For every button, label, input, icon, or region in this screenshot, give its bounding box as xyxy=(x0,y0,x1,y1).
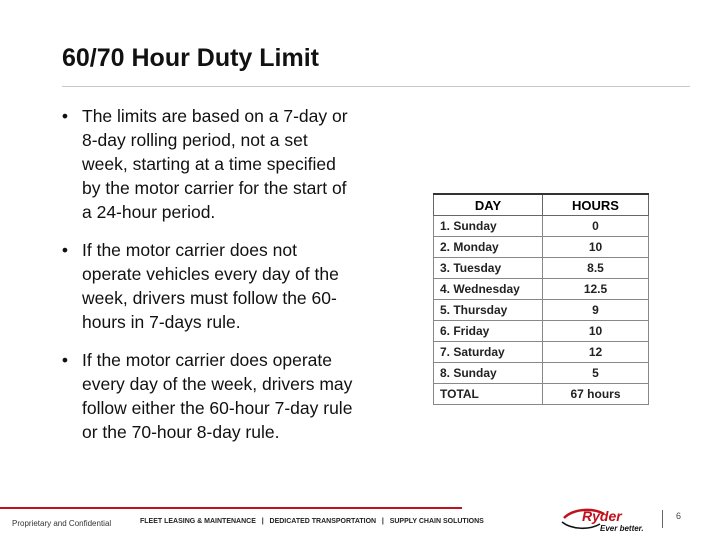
bullet-item xyxy=(58,238,358,334)
slide-title: 60/70 Hour Duty Limit xyxy=(62,44,319,72)
column-header-day: DAY xyxy=(434,194,543,216)
footer-services-text: FLEET LEASING & MAINTENANCE | DEDICATED TRANSPORTATION | SUPPLY CHAIN SOLUTIONS xyxy=(140,518,484,525)
hours-cell: 12.5 xyxy=(543,279,649,300)
day-cell: 4. Wednesday xyxy=(434,279,543,300)
footer-accent-line xyxy=(0,507,462,509)
day-cell: 6. Friday xyxy=(434,321,543,342)
day-cell: 3. Tuesday xyxy=(434,258,543,279)
bullet-list xyxy=(58,104,358,458)
total-hours-cell: 67 hours xyxy=(543,384,649,405)
day-cell: 8. Sunday xyxy=(434,363,543,384)
hours-cell: 5 xyxy=(543,363,649,384)
table-row xyxy=(434,279,649,300)
table-row xyxy=(434,216,649,237)
hours-cell: 10 xyxy=(543,237,649,258)
logo-wordmark: Ryder xyxy=(582,508,622,524)
bullet-text: If the motor carrier does operate every day of the week, drivers may follow either the 60-hour 7-day rule or the 70-hour 8-day rule. xyxy=(82,350,353,442)
table-row xyxy=(434,363,649,384)
bullet-text: The limits are based on a 7-day or 8-day rolling period, not a set week, starting at a time specified by the motor carrier for the start of a 24-hour period. xyxy=(82,106,348,222)
hours-cell: 12 xyxy=(543,342,649,363)
hours-cell: 9 xyxy=(543,300,649,321)
table-row xyxy=(434,342,649,363)
bullet-item xyxy=(58,104,358,224)
table-total-row xyxy=(434,384,649,405)
bullet-text: If the motor carrier does not operate vehicles every day of the week, drivers must follow the 60-hours in 7-days rule. xyxy=(82,240,339,332)
confidential-notice: Proprietary and Confidential xyxy=(12,519,112,528)
bullet-item xyxy=(58,348,358,444)
table-row xyxy=(434,300,649,321)
bullet-dot-icon: • xyxy=(61,240,69,260)
column-header-hours: HOURS xyxy=(543,194,649,216)
total-label-cell: TOTAL xyxy=(434,384,543,405)
title-divider xyxy=(62,86,690,87)
hours-cell: 8.5 xyxy=(543,258,649,279)
hours-cell: 0 xyxy=(543,216,649,237)
table-row xyxy=(434,321,649,342)
day-cell: 7. Saturday xyxy=(434,342,543,363)
footer-separator xyxy=(662,510,663,528)
day-cell: 2. Monday xyxy=(434,237,543,258)
duty-hours-table xyxy=(433,193,649,405)
table-row xyxy=(434,237,649,258)
logo-tagline: Ever better. xyxy=(600,524,644,533)
table-row xyxy=(434,258,649,279)
table-header-row xyxy=(434,194,649,216)
ryder-logo xyxy=(560,504,656,534)
bullet-dot-icon: • xyxy=(61,350,69,370)
hours-cell: 10 xyxy=(543,321,649,342)
day-cell: 5. Thursday xyxy=(434,300,543,321)
bullet-dot-icon: • xyxy=(61,106,69,126)
day-cell: 1. Sunday xyxy=(434,216,543,237)
page-number: 6 xyxy=(676,511,682,521)
